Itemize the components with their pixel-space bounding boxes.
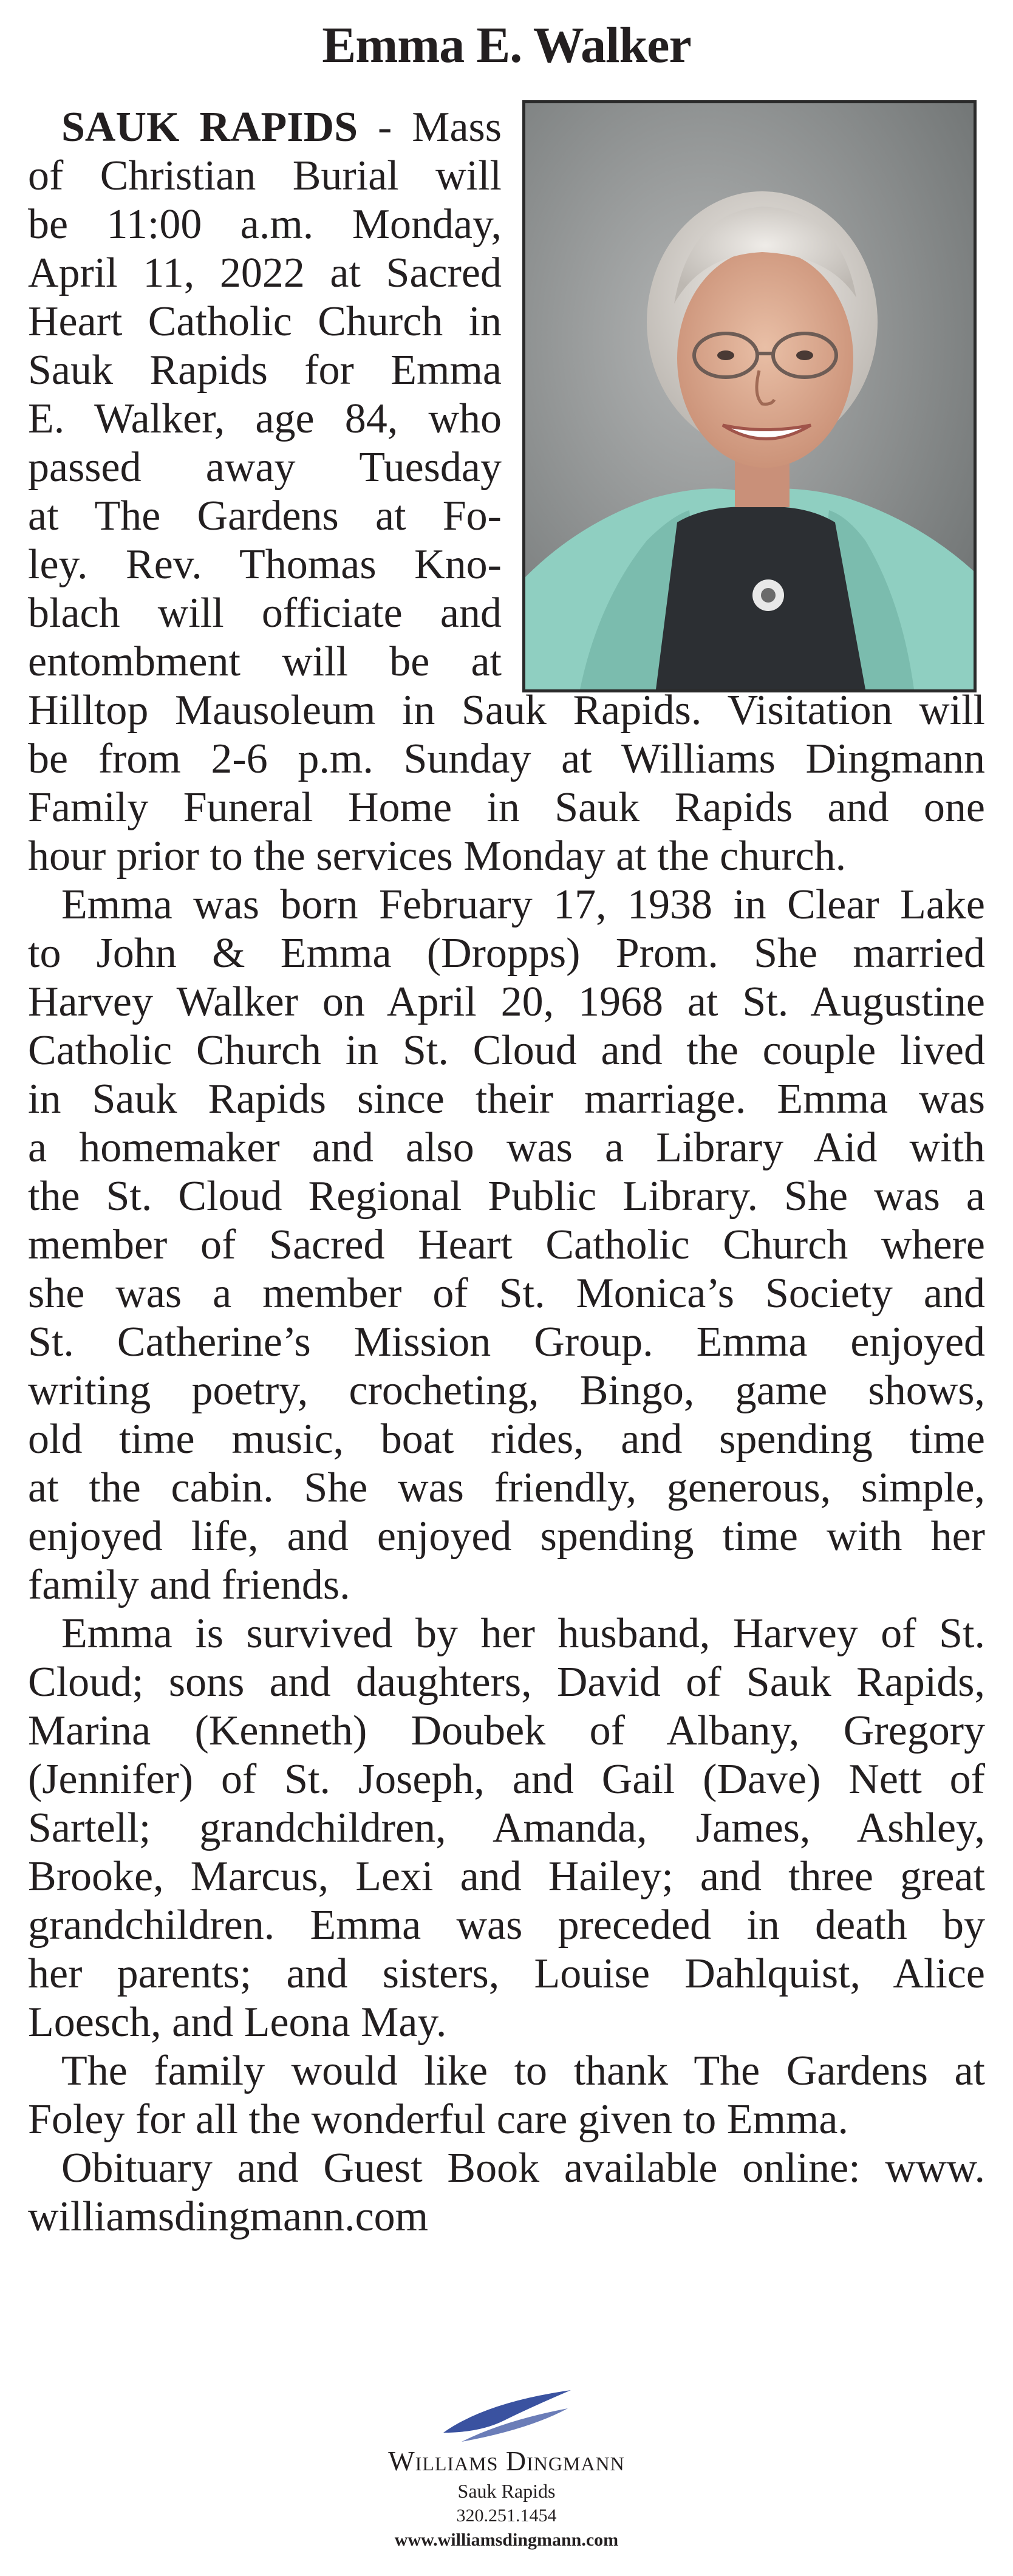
text-line: her parents; and sisters, Louise Dahlquist, Alice <box>28 1950 985 1997</box>
text-line: she was a member of St. Monica’s Society and <box>28 1270 985 1317</box>
text-line: entombment will be at <box>28 638 502 685</box>
text-line: enjoyed life, and enjoyed spending time with her <box>28 1513 985 1560</box>
text-line: writing poetry, crocheting, Bingo, game shows, <box>28 1367 985 1414</box>
text-line: St. Catherine’s Mission Group. Emma enjoyed <box>28 1319 985 1365</box>
text-line: blach will officiate and <box>28 590 502 637</box>
text-line: at the cabin. She was friendly, generous, simple, <box>28 1464 985 1511</box>
text-line: of Christian Burial will <box>28 152 502 199</box>
text-line: Foley for all the wonderful care given to Emma. <box>28 2096 848 2143</box>
funeral-home-website: www.williamsdingmann.com <box>394 2530 619 2550</box>
text-line: Sartell; grandchildren, Amanda, James, Ashley, <box>28 1805 985 1851</box>
text-line: Marina (Kenneth) Doubek of Albany, Gregory <box>28 1707 985 1754</box>
text-line: (Jennifer) of St. Joseph, and Gail (Dave) Nett of <box>28 1756 985 1803</box>
text-line: be from 2-6 p.m. Sunday at Williams Dingmann <box>28 736 985 782</box>
obituary-title: Emma E. Walker <box>322 17 691 73</box>
text-line: Harvey Walker on April 20, 1968 at St. Augustine <box>28 979 985 1025</box>
text-line: The family would like to thank The Gardens at <box>61 2048 985 2094</box>
text-line: passed away Tuesday <box>28 444 502 491</box>
text-line: hour prior to the services Monday at the church. <box>28 833 847 880</box>
text-line: April 11, 2022 at Sacred <box>28 250 502 296</box>
text-line: family and friends. <box>28 1562 350 1608</box>
funeral-home-logo <box>0 2378 1013 2572</box>
text-line: grandchildren. Emma was preceded in death by <box>28 1902 985 1949</box>
text-line: Catholic Church in St. Cloud and the couple lived <box>28 1027 985 1074</box>
funeral-home-phone: 320.251.1454 <box>456 2506 557 2526</box>
text-line: Heart Catholic Church in <box>28 298 502 345</box>
text-line: Obituary and Guest Book available online: www. <box>61 2145 985 2192</box>
biography-paragraph <box>28 881 985 1610</box>
dateline: SAUK RAPIDS <box>61 104 358 151</box>
obituary-body <box>28 103 985 2241</box>
lead-paragraph-continued <box>28 686 985 881</box>
funeral-home-name: Williams Dingmann <box>388 2445 625 2476</box>
text-line: in Sauk Rapids since their marriage. Emma was <box>28 1076 985 1122</box>
text-line: be 11:00 a.m. Monday, <box>28 201 502 248</box>
text-line: E. Walker, age 84, who <box>28 395 502 442</box>
text-line: Hilltop Mausoleum in Sauk Rapids. Visitation will <box>28 687 985 734</box>
guestbook-paragraph <box>28 2144 985 2241</box>
lead-paragraph: SAUK RAPIDS - Mass of Christian Burial will be 11:00 a.m. Monday, April 11, 2022 at Sacred Heart Catholic Church in Sauk Rapids for Emma E. Walker, age 84, who passed away Tuesday at The Gardens at Fo- ley. Rev. Thomas Kno- blach will officiate and entombment will be at <box>28 104 502 685</box>
text-line: a homemaker and also was a Library Aid with <box>28 1124 985 1171</box>
text-line: Sauk Rapids for Emma <box>28 347 502 394</box>
text-line: member of Sacred Heart Catholic Church where <box>28 1221 985 1268</box>
text-line: Loesch, and Leona May. <box>28 1999 447 2046</box>
text-line: ley. Rev. Thomas Kno- <box>28 541 502 588</box>
text-line: Family Funeral Home in Sauk Rapids and one <box>28 784 985 831</box>
text-line: Emma was born February 17, 1938 in Clear Lake <box>61 881 985 928</box>
thanks-paragraph <box>28 2047 985 2144</box>
website-text: williamsdingmann.com <box>28 2193 429 2240</box>
text-line: Brooke, Marcus, Lexi and Hailey; and three great <box>28 1853 985 1900</box>
survivors-paragraph <box>28 1610 985 2047</box>
text-line: Cloud; sons and daughters, David of Sauk Rapids, <box>28 1659 985 1706</box>
text-line: the St. Cloud Regional Public Library. She was a <box>28 1173 985 1220</box>
text-line: old time music, boat rides, and spending time <box>28 1416 985 1463</box>
swoosh-icon <box>437 2384 577 2445</box>
text-line: to John & Emma (Dropps) Prom. She married <box>28 930 985 977</box>
funeral-home-city: Sauk Rapids <box>457 2480 556 2502</box>
text-line: at The Gardens at Fo- <box>28 493 502 539</box>
text-line: Emma is survived by her husband, Harvey of St. <box>61 1610 985 1657</box>
